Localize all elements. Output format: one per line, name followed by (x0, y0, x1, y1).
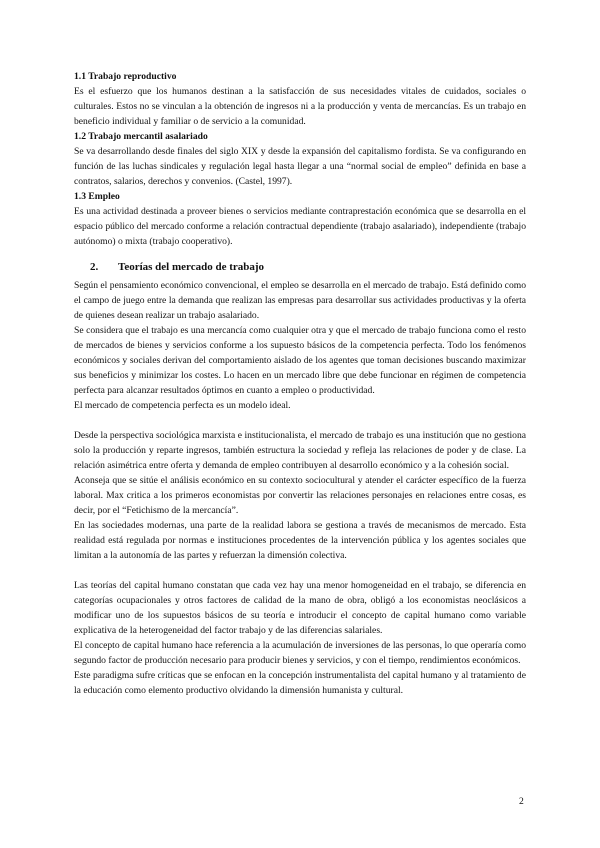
paragraph: Desde la perspectiva sociológica marxista e institucionalista, el mercado de trabajo es una institución que no gestiona solo la producción y reparte ingresos, también estructura la sociedad y refleja las relaciones de poder y de clase. La relación asimétrica entre oferta y demanda de empleo contribuyen al desarrollo económico y a la cohesión social. (74, 430, 526, 471)
paragraph: Este paradigma sufre críticas que se enfocan en la concepción instrumentalista del capital humano y al tratamiento de la educación como elemento productivo olvidando la dimensión humanista y cultural. (74, 670, 526, 696)
section-2-title-text: Teorías del mercado de trabajo (118, 261, 265, 273)
paragraph: Aconseja que se sitúe el análisis económico en su contexto sociocultural y atender el carácter específico de la fuerza laboral. Max critica a los primeros economistas por convertir las relaciones personajes en relaciones entre cosas, es decir, por el “Fetichismo de la mercancía”. (74, 475, 526, 516)
heading-1-3: 1.3 Empleo (74, 191, 120, 202)
paragraph-1-1: Es el esfuerzo que los humanos destinan a la satisfacción de sus necesidades vitales de cuidados, sociales o culturales. Estos no se vinculan a la obtención de ingresos ni a la producción y venta de mercancías. Es un trabajo en beneficio individual y familiar o de servicio a la comunidad. (74, 86, 526, 127)
paragraph: Se considera que el trabajo es una mercancía como cualquier otra y que el mercado de trabajo funciona como el resto de mercados de bienes y servicios conforme a los supuesto básicos de la competencia perfecta. Todo los fenómenos económicos y sociales derivan del comportamiento aislado de los agentes que toman decisiones buscando maximizar sus beneficios y minimizar los costes. Lo hacen en un mercado libre que debe funcionar en régimen de competencia perfecta para alcanzar resultados óptimos en cuanto a empleo o productividad. (74, 325, 526, 396)
heading-1-2: 1.2 Trabajo mercantil asalariado (74, 131, 208, 142)
paragraph-1-2: Se va desarrollando desde finales del siglo XIX y desde la expansión del capitalismo fordista. Se va configurando en función de las luchas sindicales y regulación legal hasta llegar a una “normal social de empleo” definida en base a contratos, salarios, derechos y convenios. (Castel, 1997). (74, 146, 526, 187)
paragraph-gap (74, 413, 526, 428)
paragraph-gap (74, 563, 526, 578)
paragraph-1-3: Es una actividad destinada a proveer bienes o servicios mediante contraprestación económica que se desarrolla en el espacio público del mercado conforme a relación contractual dependiente (trabajo asalariado), independiente (trabajo autónomo) o mixta (trabajo cooperativo). (74, 206, 526, 247)
section-2-title (90, 260, 526, 275)
paragraph: Según el pensamiento económico convencional, el empleo se desarrolla en el mercado de trabajo. Está definido como el campo de juego entre la demanda que realizan las empresas para desarrollar sus actividades productivas y la oferta de quienes desean realizar un trabajo asalariado. (74, 280, 526, 321)
page-number: 2 (519, 796, 524, 807)
heading-1-1: 1.1 Trabajo reproductivo (74, 71, 177, 82)
section-2-number: 2. (90, 261, 99, 273)
paragraph: En las sociedades modernas, una parte de la realidad labora se gestiona a través de mecanismos de mercado. Esta realidad está regulada por normas e instituciones procedentes de la intervención pública y los agentes sociales que limitan a la autonomía de las partes y refuerzan la dimensión colectiva. (74, 520, 526, 561)
page-content (74, 69, 526, 698)
paragraph: El concepto de capital humano hace referencia a la acumulación de inversiones de las personas, lo que operaría como segundo factor de producción necesario para producir bienes y servicios, y con el tiempo, rendimientos económicos. (74, 640, 526, 666)
paragraph: El mercado de competencia perfecta es un modelo ideal. (74, 400, 291, 411)
paragraph: Las teorías del capital humano constatan que cada vez hay una menor homogeneidad en el trabajo, se diferencia en categorías ocupacionales y otros factores de calidad de la mano de obra, obligó a los economistas neoclásicos a modificar uno de los supuestos básicos de su teoría e introducir el concepto de capital humano como variable explicativa de la heterogeneidad del factor trabajo y de las diferencias salariales. (74, 580, 526, 636)
